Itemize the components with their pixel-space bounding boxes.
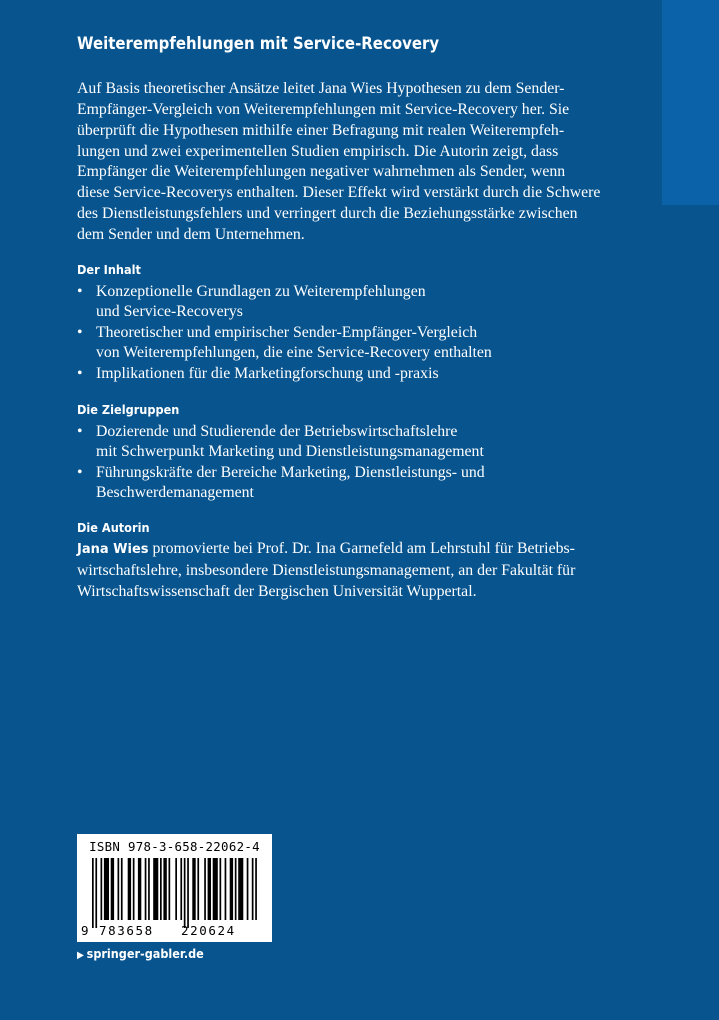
intro-paragraph (77, 79, 617, 245)
intro-line: Empfänger-Vergleich von Weiterempfehlungen mit Service-Recovery her. Sie (77, 101, 570, 119)
section-title-autorin: Die Autorin (77, 519, 150, 535)
barcode-bar (247, 858, 249, 920)
intro-line: des Dienstleistungsfehlers und verringert durch die Beziehungsstärke zwischen (77, 205, 578, 223)
barcode-bar (169, 858, 171, 920)
bullet-icon: • (77, 463, 83, 481)
publisher-website[interactable] (77, 946, 204, 964)
section-title-inhalt: Der Inhalt (77, 261, 141, 277)
barcode-bar (252, 858, 254, 920)
barcode-bar (101, 858, 103, 920)
isbn-barcode (77, 834, 272, 942)
book-title: Weiterempfehlungen mit Service-Recovery (77, 34, 440, 54)
intro-line: dem Sender und dem Unternehmen. (77, 225, 305, 243)
barcode-bar (118, 858, 120, 920)
barcode-bar (197, 858, 199, 920)
bullet-icon: • (77, 422, 83, 440)
author-name: Jana Wies (77, 541, 149, 557)
bullet-icon: • (77, 282, 83, 300)
author-bio: Jana Wies promovierte bei Prof. Dr. Ina Garnefeld am Lehrstuhl für Betriebs- wirtschaftslehre, insbesondere Dienstleistungsmanagement, an der Fakultät für Wirtschaftswissenschaft der Bergischen Universität Wuppertal. (77, 539, 576, 600)
barcode-bar (192, 858, 195, 920)
barcode-bar (92, 858, 94, 928)
inhalt-list (77, 282, 617, 385)
barcode-bars (92, 858, 257, 928)
section-title-zielgruppen: Die Zielgruppen (77, 401, 180, 417)
bullet-icon: • (77, 365, 83, 382)
barcode-digits-right: 220624 (181, 923, 236, 938)
list-item: • Konzeptionelle Grundlagen zu Weiterempfehlungen und Service-Recoverys (77, 282, 426, 321)
barcode-bar (148, 858, 150, 920)
list-item: • Theoretischer und empirischer Sender-Empfänger-Vergleich von Weiterempfehlungen, die eine Service-Recovery enthalten (77, 323, 492, 362)
barcode-bar (104, 858, 109, 920)
barcode-bar (145, 858, 147, 920)
intro-line: lungen und zwei experimentellen Studien empirisch. Die Autorin zeigt, dass (77, 142, 559, 160)
barcode-bar (220, 858, 222, 920)
barcode-bar (180, 858, 182, 920)
intro-line: Empfänger die Weiterempfehlungen negativer wahrnehmen als Sender, wenn (77, 163, 566, 181)
barcode-bar (184, 858, 186, 928)
barcode-bar (235, 858, 237, 920)
barcode-bar (238, 858, 243, 920)
barcode-bar (255, 858, 257, 920)
zielgruppen-list (77, 422, 617, 504)
barcode-bar (121, 858, 123, 920)
barcode-bar (95, 858, 97, 928)
intro-line: überprüft die Hypothesen mithilfe einer Befragung mit realen Weiterempfeh- (77, 121, 565, 139)
barcode-bar (213, 858, 218, 920)
barcode-bar (153, 858, 158, 920)
barcode-bar (160, 858, 162, 920)
barcode-bar (133, 858, 135, 920)
barcode-bar (204, 858, 206, 920)
barcode-digits-left: 783658 (99, 923, 154, 938)
isbn-number: ISBN 978-3-658-22062-4 (89, 839, 260, 854)
intro-line: diese Service-Recoverys enthalten. Dieser Effekt wird verstärkt durch die Schwere (77, 184, 601, 202)
bullet-icon: • (77, 323, 83, 341)
barcode-bar (187, 858, 189, 928)
barcode-digit-first: 9 (81, 923, 89, 938)
list-item: • Führungskräfte der Bereiche Marketing, Dienstleistungs- und Beschwerdemanagement (77, 463, 485, 502)
barcode-bar (163, 858, 166, 920)
intro-line: Auf Basis theoretischer Ansätze leitet Jana Wies Hypothesen zu dem Sender- (77, 80, 565, 98)
barcode-bar (225, 858, 227, 920)
barcode-bar (230, 858, 233, 920)
list-item: • Dozierende und Studierende der Betriebswirtschaftslehre mit Schwerpunkt Marketing und Dienstleistungsmanagement (77, 422, 484, 461)
barcode-bar (111, 858, 114, 920)
barcode-bar (138, 858, 141, 920)
back-cover-text (77, 34, 617, 602)
arrow-right-icon: ▶ (77, 950, 84, 961)
website-label: springer-gabler.de (86, 946, 204, 961)
barcode-bar (208, 858, 211, 920)
list-item: • Implikationen für die Marketingforschung und -praxis (77, 364, 617, 385)
barcode-bar (128, 858, 131, 920)
accent-bar (662, 0, 719, 205)
barcode-bar (175, 858, 177, 920)
